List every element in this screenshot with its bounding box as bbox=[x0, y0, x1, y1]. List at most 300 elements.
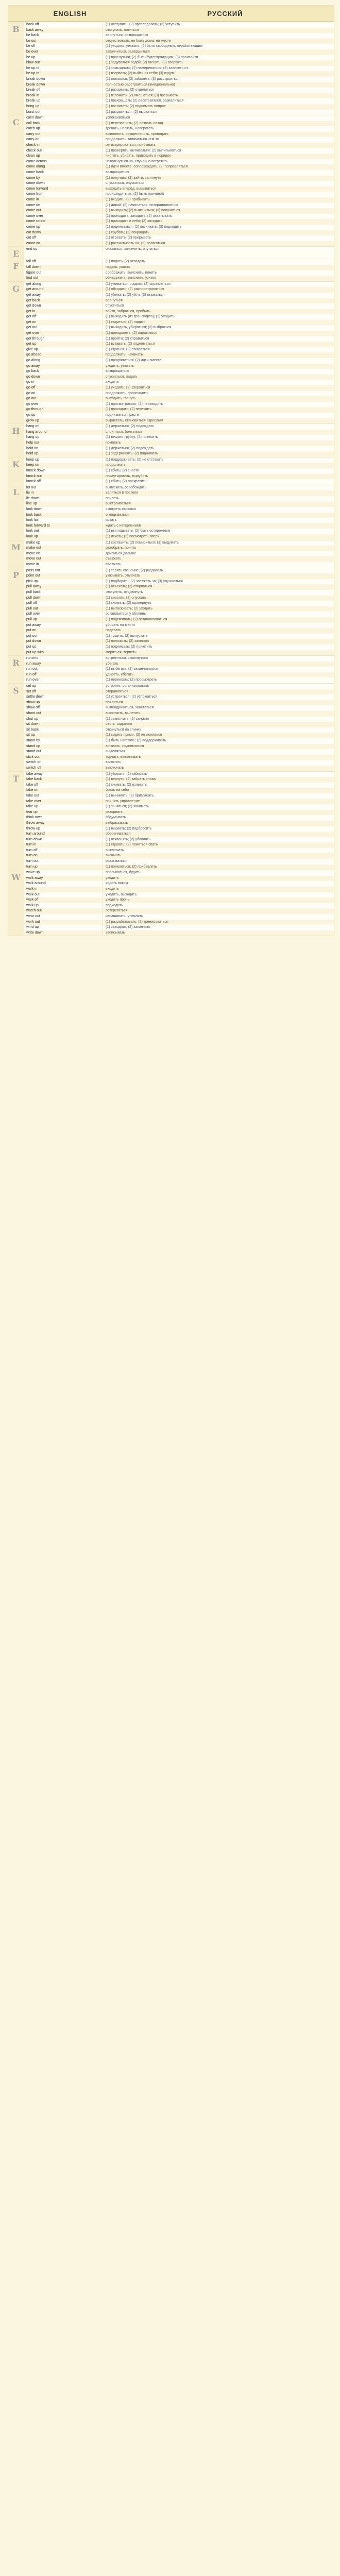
russian-translation: уходить, уезжать bbox=[106, 364, 134, 368]
english-phrase: come from bbox=[24, 192, 103, 197]
table-row bbox=[24, 876, 334, 882]
russian-translation: ходить вокруг bbox=[106, 882, 129, 886]
table-row bbox=[24, 821, 334, 826]
english-phrase: make up bbox=[24, 540, 103, 546]
english-phrase: clean up bbox=[24, 154, 103, 159]
group-letter: E bbox=[8, 247, 24, 259]
table-row bbox=[24, 396, 334, 402]
russian-translation: (1) уходить, уезжать; (2) быть свободным, неработающим bbox=[106, 44, 203, 48]
russian-translation: (1) снимать; (2) взлетать bbox=[106, 783, 147, 787]
english-phrase: wear out bbox=[24, 914, 103, 920]
russian-translation: появиться bbox=[106, 700, 123, 704]
russian-translation: выделяться bbox=[106, 750, 126, 754]
russian-translation: просыпаться, будить bbox=[106, 871, 141, 875]
russian-translation: (1) отъехать; (2) оторваться bbox=[106, 585, 152, 589]
letter-group bbox=[8, 655, 334, 683]
russian-translation: надевать bbox=[106, 629, 121, 633]
russian-translation: (1) приходить, заходить; (2) охватывать bbox=[106, 214, 172, 218]
table-row bbox=[24, 897, 334, 903]
table-row bbox=[24, 430, 334, 435]
table-row bbox=[24, 203, 334, 209]
english-phrase: take up bbox=[24, 804, 103, 810]
table-row bbox=[24, 352, 334, 358]
header-english: ENGLISH bbox=[53, 9, 87, 18]
table-row bbox=[24, 39, 334, 44]
english-phrase: set off bbox=[24, 689, 103, 695]
russian-translation: отступать, пятиться bbox=[106, 28, 139, 32]
english-phrase: shut up bbox=[24, 717, 103, 722]
russian-translation: (1) выходить, убираться; (2) выбраться bbox=[106, 326, 172, 330]
russian-translation: записывать bbox=[106, 930, 125, 935]
table-row bbox=[24, 208, 334, 214]
table-row bbox=[24, 435, 334, 440]
english-phrase: grow up bbox=[24, 418, 103, 424]
russian-translation: подниматься, расти bbox=[106, 413, 139, 417]
russian-translation: продолжать, начинать bbox=[106, 353, 143, 357]
russian-translation: выбрасывать bbox=[106, 821, 128, 825]
table-row bbox=[24, 402, 334, 408]
table-row bbox=[24, 98, 334, 104]
table-row bbox=[24, 826, 334, 832]
english-phrase: put up with bbox=[24, 650, 103, 656]
russian-translation: (1) получать; (2) зайти, заглянуть bbox=[106, 176, 161, 180]
russian-translation: входить bbox=[106, 887, 119, 891]
russian-translation: (1) подтягивать; (2) останавливаться bbox=[106, 617, 167, 621]
russian-translation: натолкнуться на, случайно встретить bbox=[106, 159, 168, 163]
english-phrase: carry out bbox=[24, 132, 103, 138]
table-row bbox=[24, 235, 334, 241]
russian-translation: возвращаться bbox=[106, 369, 129, 374]
table-row bbox=[24, 148, 334, 154]
english-phrase: give up bbox=[24, 347, 103, 353]
table-row bbox=[24, 832, 334, 837]
english-phrase: put out bbox=[24, 634, 103, 639]
table-row bbox=[24, 440, 334, 446]
table-row bbox=[24, 451, 334, 457]
english-phrase: take off bbox=[24, 783, 103, 788]
letter-group bbox=[8, 22, 334, 115]
english-phrase: set up bbox=[24, 684, 103, 689]
english-phrase: go out bbox=[24, 396, 103, 402]
russian-translation: (1) переехать; (2) просмотреть bbox=[106, 678, 157, 682]
english-phrase: be over bbox=[24, 49, 103, 55]
english-phrase: take on bbox=[24, 788, 103, 793]
russian-translation: (1) просматривать; (2) переходить bbox=[106, 402, 163, 406]
english-phrase: wake up bbox=[24, 870, 103, 876]
english-phrase: call back bbox=[24, 121, 103, 127]
russian-translation: (1) замолчать; (2) закрыть bbox=[106, 717, 149, 721]
table-row bbox=[24, 684, 334, 689]
english-phrase: break off bbox=[24, 88, 103, 93]
russian-translation: выскочить, вылетать bbox=[106, 711, 141, 716]
russian-translation: (1) сбить; (2) снести bbox=[106, 468, 140, 472]
group-rows bbox=[24, 22, 334, 115]
english-phrase: watch out bbox=[24, 908, 103, 914]
russian-translation: выключать bbox=[106, 766, 124, 770]
english-phrase: blow out bbox=[24, 60, 103, 66]
russian-translation: оказаться, закончить, очутиться bbox=[106, 247, 160, 251]
russian-translation: догнать, нагнать, наверстать bbox=[106, 127, 154, 131]
letter-group bbox=[8, 246, 334, 259]
english-phrase: go away bbox=[24, 364, 103, 369]
group-rows bbox=[24, 684, 334, 771]
english-phrase: walk in bbox=[24, 887, 103, 892]
russian-translation: (1) выбегать; (2) заканчиваться bbox=[106, 667, 158, 671]
english-phrase: wind up bbox=[24, 925, 103, 930]
group-rows bbox=[24, 870, 334, 936]
english-phrase: pull over bbox=[24, 612, 103, 617]
english-phrase: move out bbox=[24, 556, 103, 562]
english-phrase: walk up bbox=[24, 903, 103, 909]
russian-translation: (1) убирать; (2) забирать bbox=[106, 772, 147, 776]
english-phrase: count on bbox=[24, 241, 103, 247]
russian-translation: (1) вырвать; (2) подбросить bbox=[106, 826, 152, 831]
russian-translation: (1) быть наготове; (2) поддерживать bbox=[106, 739, 166, 742]
russian-translation: отправляться bbox=[106, 689, 129, 693]
table-row bbox=[24, 176, 334, 181]
table-row bbox=[24, 870, 334, 876]
table-row bbox=[24, 700, 334, 706]
table-row bbox=[24, 457, 334, 463]
table-row bbox=[24, 110, 334, 115]
english-phrase: lie down bbox=[24, 496, 103, 502]
table-row bbox=[24, 534, 334, 540]
english-phrase: go over bbox=[24, 402, 103, 408]
english-phrase: take away bbox=[24, 772, 103, 777]
russian-translation: (1) выходить (из транспорта); (2) уходить bbox=[106, 315, 175, 319]
russian-translation: (1) выглядывать; (2) быть осторожным bbox=[106, 529, 171, 533]
english-phrase: think over bbox=[24, 815, 103, 821]
english-phrase: come over bbox=[24, 214, 103, 219]
english-phrase: write down bbox=[24, 930, 103, 936]
group-letter: W bbox=[8, 870, 24, 936]
russian-translation: валяться в постели bbox=[106, 491, 139, 495]
table-row bbox=[24, 848, 334, 854]
groups-container bbox=[8, 22, 334, 936]
table-row bbox=[24, 793, 334, 799]
table-row bbox=[24, 468, 334, 474]
table-row bbox=[24, 154, 334, 159]
russian-translation: (1) снимать; (2) провернуть bbox=[106, 601, 151, 605]
table-row bbox=[24, 219, 334, 225]
table-row bbox=[24, 766, 334, 771]
english-phrase: get on bbox=[24, 320, 103, 326]
english-phrase: run into bbox=[24, 656, 103, 662]
english-phrase: pick up bbox=[24, 579, 103, 585]
table-row bbox=[24, 265, 334, 270]
letter-group bbox=[8, 485, 334, 540]
table-row bbox=[24, 650, 334, 656]
table-row bbox=[24, 738, 334, 744]
english-phrase: back away bbox=[24, 28, 103, 33]
table-row bbox=[24, 77, 334, 82]
english-phrase: hold up bbox=[24, 451, 103, 457]
english-phrase: go in bbox=[24, 380, 103, 385]
table-row bbox=[24, 727, 334, 733]
english-phrase: let out bbox=[24, 485, 103, 491]
table-row bbox=[24, 540, 334, 546]
russian-translation: (1) разрабатывать; (2) тренироваться bbox=[106, 920, 168, 924]
english-phrase: look down bbox=[24, 507, 103, 513]
russian-translation: полностью расстроиться (эмоционально) bbox=[106, 82, 175, 87]
table-row bbox=[24, 623, 334, 629]
english-phrase: go ahead bbox=[24, 352, 103, 358]
russian-translation: убирать на место bbox=[106, 623, 135, 627]
table-row bbox=[24, 143, 334, 148]
russian-translation: (1) уходить; (2) взорваться bbox=[106, 386, 150, 389]
english-phrase: take over bbox=[24, 799, 103, 805]
russian-translation: мириться, терпеть bbox=[106, 650, 137, 654]
table-row bbox=[24, 314, 334, 320]
english-phrase: be out bbox=[24, 39, 103, 44]
english-phrase: settle down bbox=[24, 694, 103, 700]
russian-translation: (1) рассчитывать на; (2) полагаться bbox=[106, 241, 165, 245]
english-phrase: be up to bbox=[24, 66, 103, 72]
russian-translation: продолжать, заниматься чем-то bbox=[106, 138, 159, 142]
english-phrase: walk off bbox=[24, 897, 103, 903]
english-phrase: get off bbox=[24, 314, 103, 320]
english-phrase: lie in bbox=[24, 490, 103, 496]
russian-translation: (1) проснуться; (2) быть/будет/грядущим; (3) произойти bbox=[106, 55, 198, 59]
english-phrase: sit back bbox=[24, 727, 103, 733]
table-row bbox=[24, 755, 334, 760]
group-rows bbox=[24, 772, 334, 870]
english-phrase: show up bbox=[24, 700, 103, 706]
russian-translation: спуститься bbox=[106, 304, 124, 308]
english-phrase: pull up bbox=[24, 617, 103, 623]
russian-translation: помогать bbox=[106, 440, 121, 445]
english-phrase: turn up bbox=[24, 865, 103, 870]
russian-translation: (1) разорвать; (2) отделиться bbox=[106, 88, 155, 92]
table-row bbox=[24, 214, 334, 219]
table-row bbox=[24, 164, 334, 170]
russian-translation: (1) появляться; (2) прибавлять bbox=[106, 865, 157, 869]
table-row bbox=[24, 407, 334, 413]
group-rows bbox=[24, 457, 334, 485]
english-phrase: be back bbox=[24, 33, 103, 39]
table-row bbox=[24, 914, 334, 920]
russian-translation: сесть, садиться bbox=[106, 722, 132, 726]
english-phrase: sit up bbox=[24, 733, 103, 738]
english-phrase: pull down bbox=[24, 596, 103, 601]
russian-translation: (1) прекращать; (2) расставаться, развалиться bbox=[106, 99, 184, 103]
russian-translation: торчать, высовывать bbox=[106, 755, 141, 759]
russian-translation: (1) положить; (2) записать bbox=[106, 639, 149, 643]
letter-group bbox=[8, 115, 334, 246]
russian-translation: уходить, выходить bbox=[106, 892, 137, 896]
english-phrase: move on bbox=[24, 551, 103, 557]
table-row bbox=[24, 282, 334, 287]
english-phrase: come down bbox=[24, 181, 103, 187]
english-phrase: cut off bbox=[24, 235, 103, 241]
group-rows bbox=[24, 247, 334, 259]
russian-translation: (1) вытаскивать; (2) уходить bbox=[106, 606, 152, 611]
table-row bbox=[24, 391, 334, 397]
russian-translation: нокаутировать, вырубить bbox=[106, 474, 148, 478]
letter-group bbox=[8, 771, 334, 870]
english-phrase: make out bbox=[24, 546, 103, 551]
russian-translation: уходить прочь bbox=[106, 898, 130, 902]
english-phrase: stand up bbox=[24, 744, 103, 750]
russian-translation: остановиться у обочины bbox=[106, 612, 147, 616]
russian-translation: (1) отклонять; (2) убавлять bbox=[106, 837, 151, 841]
group-rows bbox=[24, 568, 334, 656]
russian-translation: (1) срубать; (2) сокращать bbox=[106, 230, 149, 234]
russian-translation: (1) перезвонить; (2) позвать назад bbox=[106, 121, 163, 125]
letter-group bbox=[8, 568, 334, 656]
group-rows bbox=[24, 656, 334, 683]
russian-translation: обнаружить, выяснить, узнать bbox=[106, 276, 157, 280]
table-row bbox=[24, 126, 334, 132]
table-row bbox=[24, 903, 334, 909]
english-phrase: hang up bbox=[24, 435, 103, 440]
english-phrase: line up bbox=[24, 501, 103, 507]
english-phrase: stand by bbox=[24, 738, 103, 744]
group-letter: S bbox=[8, 684, 24, 771]
english-phrase: put on bbox=[24, 628, 103, 634]
russian-translation: вернуться bbox=[106, 298, 123, 302]
table-row bbox=[24, 225, 334, 230]
table-row bbox=[24, 634, 334, 639]
table-row bbox=[24, 115, 334, 121]
russian-translation: выполнять, осуществлять, проводить bbox=[106, 132, 168, 136]
table-row bbox=[24, 474, 334, 480]
group-letter: K bbox=[8, 457, 24, 485]
table-row bbox=[24, 276, 334, 281]
russian-translation: (1) устроиться; (2) успокоиться bbox=[106, 695, 158, 699]
russian-translation: (1) задерживать; (2) поднимать bbox=[106, 452, 158, 456]
table-row bbox=[24, 347, 334, 353]
russian-translation: (1) взломать; (2) вмешаться; (3) прерывать bbox=[106, 93, 178, 97]
russian-translation: (1) пройти; (2) справиться bbox=[106, 336, 149, 341]
english-phrase: get over bbox=[24, 331, 103, 336]
table-row bbox=[24, 479, 334, 485]
russian-translation: возвращаться bbox=[106, 171, 129, 175]
english-phrase: show off bbox=[24, 705, 103, 711]
russian-translation: (1) вынимать; (2) пригласить bbox=[106, 793, 154, 798]
english-phrase: break down bbox=[24, 82, 103, 88]
english-phrase: pass out bbox=[24, 568, 103, 574]
russian-translation: (1) убежать; (2) уйти; (3) вырваться bbox=[106, 293, 165, 297]
russian-translation: (1) уживаться, ладить; (2) справляться bbox=[106, 282, 171, 286]
table-row bbox=[24, 93, 334, 99]
russian-translation: (1) сидеть прямо; (2) не ложиться bbox=[106, 733, 162, 737]
english-phrase: turn on bbox=[24, 853, 103, 859]
table-row bbox=[24, 60, 334, 66]
table-row bbox=[24, 606, 334, 612]
table-row bbox=[24, 892, 334, 898]
english-phrase: get away bbox=[24, 293, 103, 298]
table-row bbox=[24, 705, 334, 711]
table-row bbox=[24, 717, 334, 722]
english-phrase: come in bbox=[24, 197, 103, 203]
russian-translation: убегать bbox=[106, 662, 118, 666]
russian-translation: устроить, организовывать bbox=[106, 684, 149, 688]
english-phrase: fall down bbox=[24, 265, 103, 270]
russian-translation: удирать, убегать bbox=[106, 672, 134, 676]
table-row bbox=[24, 380, 334, 385]
russian-translation: (1) сдаться; (2) отказаться bbox=[106, 347, 150, 351]
english-phrase: come along bbox=[24, 164, 103, 170]
table-row bbox=[24, 601, 334, 606]
english-phrase: stand out bbox=[24, 749, 103, 755]
russian-translation: принять управление bbox=[106, 799, 140, 803]
russian-translation: прилечь bbox=[106, 496, 120, 500]
table-row bbox=[24, 810, 334, 816]
english-phrase: come round bbox=[24, 219, 103, 225]
table-row bbox=[24, 513, 334, 518]
russian-translation: (1) поднимать; (2) приютить bbox=[106, 645, 152, 649]
russian-translation: (1) входить; (2) прибывать bbox=[106, 198, 150, 201]
russian-translation: встретиться, столкнуться bbox=[106, 656, 148, 660]
table-row bbox=[24, 908, 334, 914]
russian-translation: (1) приходить в себя; (2) заходить bbox=[106, 219, 163, 224]
english-phrase: get out bbox=[24, 325, 103, 331]
russian-translation: (1) идти вместе, сопровождать; (2) поправляться bbox=[106, 165, 188, 169]
russian-translation: выпендриваться, хвастаться bbox=[106, 706, 154, 710]
table-row bbox=[24, 385, 334, 391]
english-phrase: help out bbox=[24, 440, 103, 446]
table-row bbox=[24, 303, 334, 309]
english-phrase: cut down bbox=[24, 230, 103, 236]
russian-translation: смотреть свысока bbox=[106, 507, 136, 512]
table-row bbox=[24, 418, 334, 424]
table-row bbox=[24, 596, 334, 601]
russian-translation: закончиться, завершиться bbox=[106, 49, 150, 54]
russian-translation: происходить из; (2) быть причиной bbox=[106, 192, 164, 196]
russian-translation: (1) садиться; (2) ладить bbox=[106, 320, 146, 324]
table-row bbox=[24, 159, 334, 165]
table-row bbox=[24, 722, 334, 727]
russian-translation: соображать, выяснить, понять bbox=[106, 270, 157, 275]
russian-translation: чистить, убирать, приводить в порядок bbox=[106, 154, 171, 158]
russian-translation: разорвать bbox=[106, 810, 123, 814]
russian-translation: (1) заводить; (2) закончить bbox=[106, 925, 150, 929]
english-phrase: look for bbox=[24, 518, 103, 523]
english-phrase: get through bbox=[24, 336, 103, 342]
table-row bbox=[24, 501, 334, 507]
english-phrase: carry on bbox=[24, 137, 103, 143]
table-row bbox=[24, 342, 334, 347]
russian-translation: (1) падать; (2) отпадать bbox=[106, 260, 145, 264]
group-rows bbox=[24, 424, 334, 457]
russian-translation: (1) взорвать; (2) выйти из себя; (3) вздуть bbox=[106, 72, 175, 76]
table-row bbox=[24, 424, 334, 430]
table-row bbox=[24, 529, 334, 534]
english-phrase: knock down bbox=[24, 468, 103, 474]
table-row bbox=[24, 711, 334, 717]
table-row bbox=[24, 672, 334, 678]
russian-translation: искать bbox=[106, 518, 117, 522]
table-row bbox=[24, 853, 334, 859]
english-phrase: get up bbox=[24, 342, 103, 347]
english-phrase: be up to bbox=[24, 71, 103, 77]
english-phrase: look back bbox=[24, 513, 103, 518]
table-row bbox=[24, 568, 334, 574]
phrasal-verbs-table bbox=[8, 5, 334, 936]
russian-translation: успокаиваться bbox=[106, 116, 130, 120]
table-row bbox=[24, 331, 334, 336]
table-row bbox=[24, 137, 334, 143]
russian-translation: (1) проверять, выписаться; (2) выписываться bbox=[106, 148, 181, 152]
english-phrase: break in bbox=[24, 93, 103, 99]
english-phrase: pull out bbox=[24, 606, 103, 612]
letter-group bbox=[8, 281, 334, 423]
table-row bbox=[24, 749, 334, 755]
table-row bbox=[24, 783, 334, 788]
table-row bbox=[24, 55, 334, 61]
english-phrase: put away bbox=[24, 623, 103, 629]
